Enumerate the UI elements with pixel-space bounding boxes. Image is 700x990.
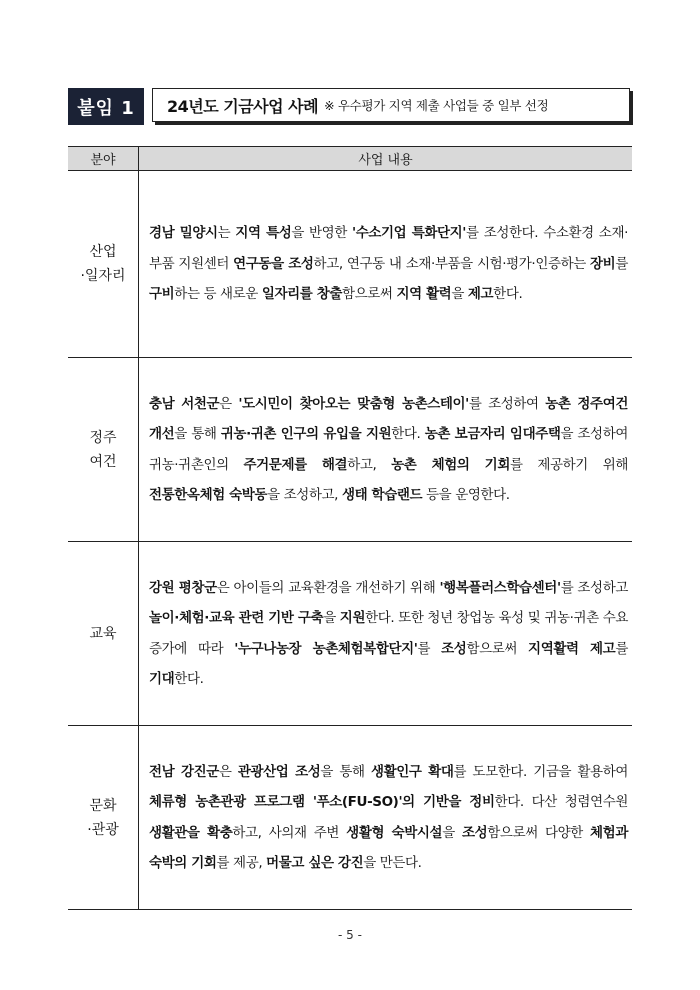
emphasized-text: 생활형 숙박시설 xyxy=(346,824,443,841)
body-text: 을 xyxy=(442,824,462,841)
emphasized-text: 관광산업 조성 xyxy=(237,763,321,780)
body-text: 을 통해 xyxy=(174,426,221,442)
emphasized-text: 지역활력 제고 xyxy=(528,640,616,657)
emphasized-text: 강원 평창군 xyxy=(149,579,217,596)
body-text: 을 조성하여 귀농·귀촌인의 xyxy=(149,426,628,473)
emphasized-text: 귀농·귀촌 인구의 유입을 지원 xyxy=(220,426,392,442)
emphasized-text: 경남 밀양시 xyxy=(149,225,218,242)
emphasized-text: 조성 xyxy=(441,640,467,657)
field-cell xyxy=(68,726,139,910)
table-row xyxy=(68,171,632,358)
body-text: 하고, 사의재 주변 xyxy=(232,824,347,841)
body-text: 한다. xyxy=(493,286,523,303)
body-text: 하고, 연구동 내 소재·부품을 시험·평가·인증하는 xyxy=(313,255,591,272)
emphasized-text: 체류형 농촌관광 프로그램 '푸소(FU-SO)'의 기반을 정비 xyxy=(149,794,495,810)
field-label-line1: 정주 xyxy=(89,429,117,446)
emphasized-text: 구비 xyxy=(149,286,175,303)
body-text: 한다. 또한 청년 창업농 육성 및 귀농·귀촌 수요 증가에 따라 xyxy=(149,610,628,657)
project-cases-table xyxy=(68,146,632,910)
emphasized-text: 장비 xyxy=(590,255,616,272)
field-label-line2: ·일자리 xyxy=(80,268,126,284)
content-cell xyxy=(139,171,633,358)
emphasized-text: '수소기업 특화단지' xyxy=(352,225,467,242)
body-text: 한다. 다산 청렴연수원 xyxy=(494,794,629,810)
field-label-line2: 여건 xyxy=(89,453,117,470)
emphasized-text: 체험과 숙박의 기회 xyxy=(149,824,628,871)
emphasized-text: 지역 활력 xyxy=(396,286,452,303)
body-text: 한다. xyxy=(391,426,425,442)
body-text: 를 조성하여 xyxy=(468,395,546,412)
body-text: 는 xyxy=(217,225,236,242)
table-row xyxy=(68,542,632,726)
emphasized-text: 제고 xyxy=(467,286,494,303)
emphasized-text: 놀이·체험·교육 관련 기반 구축 xyxy=(149,610,324,626)
table-row xyxy=(68,358,632,542)
body-text: 를 제공, xyxy=(216,855,267,871)
content-cell xyxy=(139,542,633,726)
emphasized-text: 농촌 체험의 기회 xyxy=(391,456,510,473)
table-header-row xyxy=(68,147,632,171)
emphasized-text: 연구동을 조성 xyxy=(233,255,314,272)
content-cell xyxy=(139,358,633,542)
emphasized-text: 일자리를 창출 xyxy=(261,286,342,303)
emphasized-text: '행복플러스학습센터' xyxy=(439,579,561,596)
attachment-badge: 붙임 1 xyxy=(68,88,144,125)
body-text: 함으로써 다양한 xyxy=(487,824,591,841)
body-text: 은 아이들의 교육환경을 개선하기 위해 xyxy=(216,579,440,596)
body-text: 를 xyxy=(615,640,628,657)
selection-note: ※ 우수평가 지역 제출 사업들 중 일부 선정 xyxy=(324,98,549,113)
table-row xyxy=(68,726,632,910)
field-label-line2: ·관광 xyxy=(87,821,119,838)
body-text: 을 조성하고, xyxy=(267,487,342,503)
body-text: 을 반영한 xyxy=(291,225,352,242)
emphasized-text: 머물고 싶은 강진 xyxy=(266,855,364,871)
body-text: 를 조성하고 xyxy=(560,579,628,596)
body-text: 를 도모한다. 기금을 활용하여 xyxy=(453,763,628,780)
body-text: 를 xyxy=(417,640,442,657)
emphasized-text: 충남 서천군 xyxy=(149,395,220,412)
field-label-line1: 문화 xyxy=(89,797,117,814)
body-text: 를 제공하기 위해 xyxy=(509,456,628,473)
emphasized-text: 농촌 정주여건 개선 xyxy=(149,395,628,442)
section-header xyxy=(68,88,632,125)
emphasized-text: 주거문제를 해결 xyxy=(243,456,348,473)
body-text: 를 조성한다. 수소환경 소재·부품 지원센터 xyxy=(149,225,628,272)
body-text: 하는 등 새로운 xyxy=(174,286,262,303)
emphasized-text: 조성 xyxy=(461,824,488,841)
emphasized-text: 전통한옥체험 숙박동 xyxy=(149,487,268,503)
field-label-line1: 산업 xyxy=(89,244,117,260)
field-label-line1: 교육 xyxy=(89,625,117,642)
column-header-content: 사업 내용 xyxy=(139,147,633,171)
field-cell xyxy=(68,171,139,358)
field-cell xyxy=(68,358,139,542)
section-title: 24년도 기금사업 사례 xyxy=(167,96,319,116)
emphasized-text: 생활인구 확대 xyxy=(370,763,454,780)
emphasized-text: 지원 xyxy=(339,610,366,626)
emphasized-text: 생태 학습랜드 xyxy=(341,487,423,503)
page-number: - 5 - xyxy=(338,928,362,942)
content-cell xyxy=(139,726,633,910)
body-text: 등을 운영한다. xyxy=(422,487,510,503)
body-text: 을 통해 xyxy=(320,763,371,780)
body-text: 함으로써 xyxy=(466,640,529,657)
body-text: 하고, xyxy=(347,456,392,473)
field-cell xyxy=(68,542,139,726)
body-text: 은 xyxy=(218,763,238,780)
body-text: 을 만든다. xyxy=(363,855,422,871)
emphasized-text: 기대 xyxy=(149,671,175,687)
body-text: 을 xyxy=(323,610,340,626)
body-text: 를 xyxy=(615,255,628,272)
emphasized-text: 농촌 보금자리 임대주택 xyxy=(424,426,561,442)
emphasized-text: 전남 강진군 xyxy=(149,763,219,780)
column-header-field: 분야 xyxy=(68,147,139,171)
body-text: 은 xyxy=(219,395,239,412)
emphasized-text: '도시민이 찾아오는 맞춤형 농촌스테이' xyxy=(238,395,469,412)
emphasized-text: '누구나농장 농촌체험복합단지' xyxy=(234,640,418,657)
title-box xyxy=(152,88,630,122)
emphasized-text: 지역 특성 xyxy=(235,225,292,242)
body-text: 을 xyxy=(451,286,468,303)
emphasized-text: 생활관을 확충 xyxy=(149,824,233,841)
body-text: 함으로써 xyxy=(341,286,397,303)
body-text: 한다. xyxy=(174,671,204,687)
